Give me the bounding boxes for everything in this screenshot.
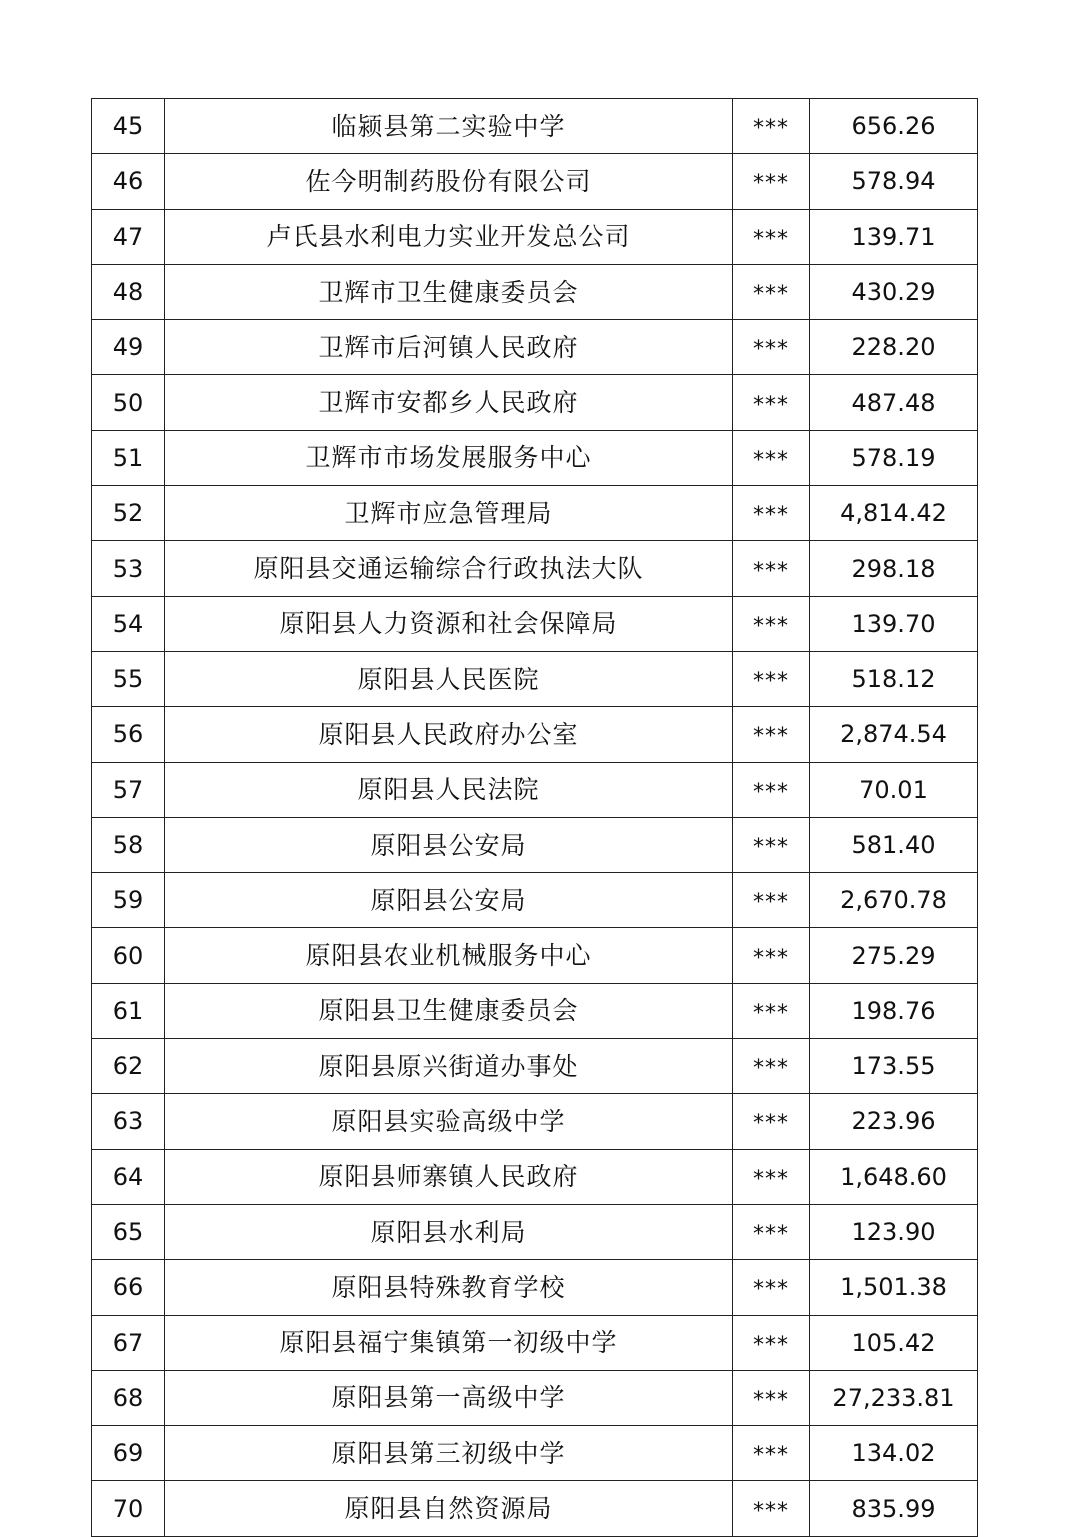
masked-person: ***	[733, 817, 810, 872]
table-row	[92, 1039, 978, 1094]
row-number: 45	[92, 99, 165, 154]
row-number: 51	[92, 430, 165, 485]
masked-person: ***	[733, 762, 810, 817]
amount: 578.94	[810, 154, 978, 209]
masked-person: ***	[733, 99, 810, 154]
amount: 105.42	[810, 1315, 978, 1370]
row-number: 67	[92, 1315, 165, 1370]
table-row	[92, 541, 978, 596]
amount: 1,501.38	[810, 1260, 978, 1315]
amount: 1,648.60	[810, 1149, 978, 1204]
table-row	[92, 209, 978, 264]
row-number: 53	[92, 541, 165, 596]
row-number: 50	[92, 375, 165, 430]
amount: 487.48	[810, 375, 978, 430]
masked-person: ***	[733, 375, 810, 430]
row-number: 48	[92, 264, 165, 319]
masked-person: ***	[733, 264, 810, 319]
masked-person: ***	[733, 1204, 810, 1259]
row-number: 65	[92, 1204, 165, 1259]
table-row	[92, 928, 978, 983]
row-number: 47	[92, 209, 165, 264]
row-number: 58	[92, 817, 165, 872]
table-row	[92, 154, 978, 209]
amount: 2,874.54	[810, 707, 978, 762]
unit-name: 原阳县第三初级中学	[165, 1426, 733, 1481]
row-number: 62	[92, 1039, 165, 1094]
unit-name: 卫辉市卫生健康委员会	[165, 264, 733, 319]
unit-name: 原阳县交通运输综合行政执法大队	[165, 541, 733, 596]
masked-person: ***	[733, 320, 810, 375]
row-number: 64	[92, 1149, 165, 1204]
table-row	[92, 1315, 978, 1370]
table-row	[92, 1481, 978, 1536]
unit-name: 原阳县师寨镇人民政府	[165, 1149, 733, 1204]
table-row	[92, 375, 978, 430]
row-number: 63	[92, 1094, 165, 1149]
row-number: 60	[92, 928, 165, 983]
table-row	[92, 596, 978, 651]
masked-person: ***	[733, 873, 810, 928]
table-row	[92, 486, 978, 541]
table-row	[92, 320, 978, 375]
row-number: 70	[92, 1481, 165, 1536]
unit-name: 原阳县福宁集镇第一初级中学	[165, 1315, 733, 1370]
unit-name: 卫辉市应急管理局	[165, 486, 733, 541]
masked-person: ***	[733, 928, 810, 983]
amount: 656.26	[810, 99, 978, 154]
row-number: 59	[92, 873, 165, 928]
row-number: 55	[92, 651, 165, 706]
row-number: 69	[92, 1426, 165, 1481]
unit-name: 原阳县农业机械服务中心	[165, 928, 733, 983]
unit-name: 原阳县第一高级中学	[165, 1370, 733, 1425]
unit-name: 佐今明制药股份有限公司	[165, 154, 733, 209]
table-row	[92, 817, 978, 872]
masked-person: ***	[733, 983, 810, 1038]
amount: 518.12	[810, 651, 978, 706]
unit-name: 卫辉市市场发展服务中心	[165, 430, 733, 485]
unit-name: 卫辉市后河镇人民政府	[165, 320, 733, 375]
unit-name: 原阳县原兴街道办事处	[165, 1039, 733, 1094]
masked-person: ***	[733, 596, 810, 651]
masked-person: ***	[733, 1039, 810, 1094]
masked-person: ***	[733, 486, 810, 541]
masked-person: ***	[733, 1481, 810, 1536]
amount: 70.01	[810, 762, 978, 817]
amount: 430.29	[810, 264, 978, 319]
masked-person: ***	[733, 209, 810, 264]
table-row	[92, 1094, 978, 1149]
row-number: 49	[92, 320, 165, 375]
table-row	[92, 651, 978, 706]
amount: 198.76	[810, 983, 978, 1038]
unit-name: 卢氏县水利电力实业开发总公司	[165, 209, 733, 264]
masked-person: ***	[733, 651, 810, 706]
masked-person: ***	[733, 1426, 810, 1481]
row-number: 54	[92, 596, 165, 651]
amount: 134.02	[810, 1426, 978, 1481]
masked-person: ***	[733, 1315, 810, 1370]
amount: 581.40	[810, 817, 978, 872]
amount: 223.96	[810, 1094, 978, 1149]
amount: 835.99	[810, 1481, 978, 1536]
amount: 27,233.81	[810, 1370, 978, 1425]
masked-person: ***	[733, 154, 810, 209]
amount: 139.71	[810, 209, 978, 264]
masked-person: ***	[733, 541, 810, 596]
data-table	[91, 98, 978, 1537]
table-row	[92, 1149, 978, 1204]
table-row	[92, 99, 978, 154]
table-row	[92, 1204, 978, 1259]
masked-person: ***	[733, 430, 810, 485]
table-row	[92, 1260, 978, 1315]
table-row	[92, 707, 978, 762]
row-number: 68	[92, 1370, 165, 1425]
unit-name: 原阳县人民法院	[165, 762, 733, 817]
unit-name: 原阳县人力资源和社会保障局	[165, 596, 733, 651]
table-row	[92, 762, 978, 817]
amount: 123.90	[810, 1204, 978, 1259]
row-number: 56	[92, 707, 165, 762]
unit-name: 临颍县第二实验中学	[165, 99, 733, 154]
table-row	[92, 264, 978, 319]
unit-name: 原阳县特殊教育学校	[165, 1260, 733, 1315]
table-row	[92, 983, 978, 1038]
table-body	[92, 99, 978, 1537]
row-number: 46	[92, 154, 165, 209]
unit-name: 原阳县人民政府办公室	[165, 707, 733, 762]
amount: 173.55	[810, 1039, 978, 1094]
table-row	[92, 1426, 978, 1481]
masked-person: ***	[733, 1260, 810, 1315]
unit-name: 原阳县实验高级中学	[165, 1094, 733, 1149]
amount: 298.18	[810, 541, 978, 596]
unit-name: 原阳县水利局	[165, 1204, 733, 1259]
amount: 2,670.78	[810, 873, 978, 928]
amount: 228.20	[810, 320, 978, 375]
row-number: 57	[92, 762, 165, 817]
row-number: 61	[92, 983, 165, 1038]
unit-name: 卫辉市安都乡人民政府	[165, 375, 733, 430]
unit-name: 原阳县卫生健康委员会	[165, 983, 733, 1038]
table-row	[92, 1370, 978, 1425]
row-number: 66	[92, 1260, 165, 1315]
masked-person: ***	[733, 1149, 810, 1204]
table-row	[92, 430, 978, 485]
unit-name: 原阳县自然资源局	[165, 1481, 733, 1536]
amount: 578.19	[810, 430, 978, 485]
masked-person: ***	[733, 707, 810, 762]
masked-person: ***	[733, 1094, 810, 1149]
unit-name: 原阳县公安局	[165, 873, 733, 928]
unit-name: 原阳县人民医院	[165, 651, 733, 706]
row-number: 52	[92, 486, 165, 541]
amount: 139.70	[810, 596, 978, 651]
table-row	[92, 873, 978, 928]
unit-name: 原阳县公安局	[165, 817, 733, 872]
amount: 4,814.42	[810, 486, 978, 541]
amount: 275.29	[810, 928, 978, 983]
masked-person: ***	[733, 1370, 810, 1425]
